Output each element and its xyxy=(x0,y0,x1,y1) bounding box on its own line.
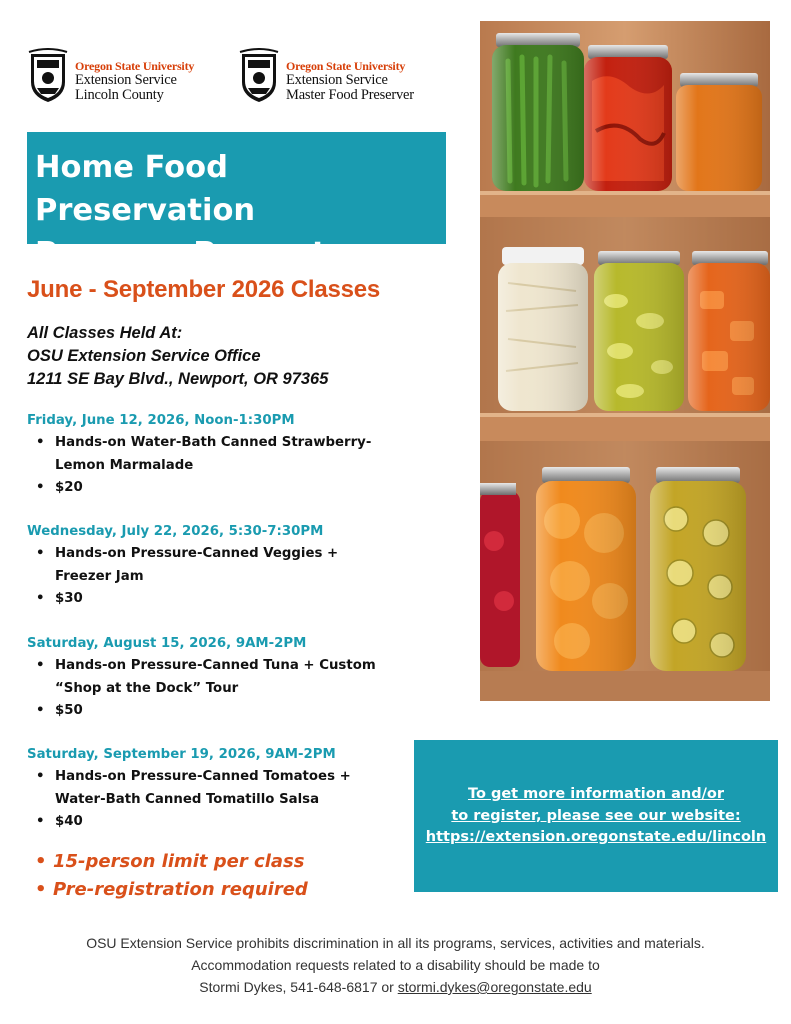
shelf xyxy=(480,671,770,701)
class-item xyxy=(27,413,417,500)
class-price: • $20 xyxy=(36,480,83,495)
osu-lincoln-county-logo xyxy=(27,48,194,114)
location-heading: All Classes Held At: xyxy=(27,324,183,342)
osu-seal-icon xyxy=(27,48,69,104)
footer xyxy=(0,932,791,998)
class-item xyxy=(27,747,417,834)
location-address: 1211 SE Bay Blvd., Newport, OR 97365 xyxy=(27,370,329,388)
osu-master-food-preserver-logo xyxy=(238,48,414,114)
class-price: • $30 xyxy=(36,591,83,606)
email-link[interactable]: stormi.dykes@oregonstate.edu xyxy=(397,979,592,995)
jar-orange-jam xyxy=(676,73,762,191)
nondiscrimination-statement: OSU Extension Service prohibits discrimination in all its programs, services, activities and materials. xyxy=(86,935,705,951)
shelf xyxy=(480,413,770,441)
logo-line-2: Lincoln County xyxy=(75,86,164,103)
note-item: • Pre-registration required xyxy=(35,879,308,900)
canning-jars-photo xyxy=(480,21,770,701)
accommodation-statement: Accommodation requests related to a disability should be made to xyxy=(191,957,600,973)
title-line-1: Home Food Preservation xyxy=(35,150,256,228)
classes-subtitle: June - September 2026 Classes xyxy=(27,276,381,303)
class-price: • $50 xyxy=(36,703,83,718)
logo-line-2: Master Food Preserver xyxy=(286,86,414,103)
info-line-2[interactable]: to register, please see our website: xyxy=(451,807,741,824)
class-date: Friday, June 12, 2026, Noon-1:30PM xyxy=(27,413,295,428)
class-description: • Hands-on Water-Bath Canned Strawberry- Lemon Marmalade xyxy=(36,435,372,473)
class-description: • Hands-on Pressure-Canned Veggies + Freezer Jam xyxy=(36,546,339,584)
contact-line: Stormi Dykes, 541-648-6817 or stormi.dykes@oregonstate.edu xyxy=(199,979,592,995)
class-item xyxy=(27,524,417,611)
class-notes xyxy=(27,848,308,904)
university-name: Oregon State University xyxy=(75,59,195,73)
jar-zucchini-pickles xyxy=(650,467,746,671)
title-banner xyxy=(27,132,446,271)
jar-peaches xyxy=(536,467,636,671)
website-link[interactable]: https://extension.oregonstate.edu/lincoln xyxy=(425,829,767,845)
info-line-1[interactable]: To get more information and/or xyxy=(467,786,724,802)
jar-sauerkraut xyxy=(498,247,588,411)
location-block xyxy=(27,322,328,391)
class-price: • $40 xyxy=(36,814,83,829)
location-office: OSU Extension Service Office xyxy=(27,347,261,365)
note-item: • 15-person limit per class xyxy=(35,851,305,872)
jar-red-peppers xyxy=(584,45,672,191)
title-line-2: Program Presents: xyxy=(35,236,357,271)
info-box xyxy=(414,740,778,892)
university-name: Oregon State University xyxy=(286,59,406,73)
class-date: Saturday, August 15, 2026, 9AM-2PM xyxy=(27,636,307,651)
logo-line-1: Extension Service xyxy=(75,71,177,88)
jar-pickles xyxy=(594,251,684,411)
logo-line-1: Extension Service xyxy=(286,71,388,88)
jar-green-beans xyxy=(492,33,584,191)
class-description: • Hands-on Pressure-Canned Tomatoes + Water-Bath Canned Tomatillo Salsa xyxy=(36,769,351,807)
osu-seal-icon xyxy=(238,48,280,104)
class-date: Wednesday, July 22, 2026, 5:30-7:30PM xyxy=(27,524,324,539)
class-item xyxy=(27,636,417,723)
jar-red-radishes xyxy=(480,483,520,667)
class-date: Saturday, September 19, 2026, 9AM-2PM xyxy=(27,747,336,762)
jar-carrots xyxy=(688,251,770,411)
class-description: • Hands-on Pressure-Canned Tuna + Custom “Shop at the Dock” Tour xyxy=(36,658,376,696)
